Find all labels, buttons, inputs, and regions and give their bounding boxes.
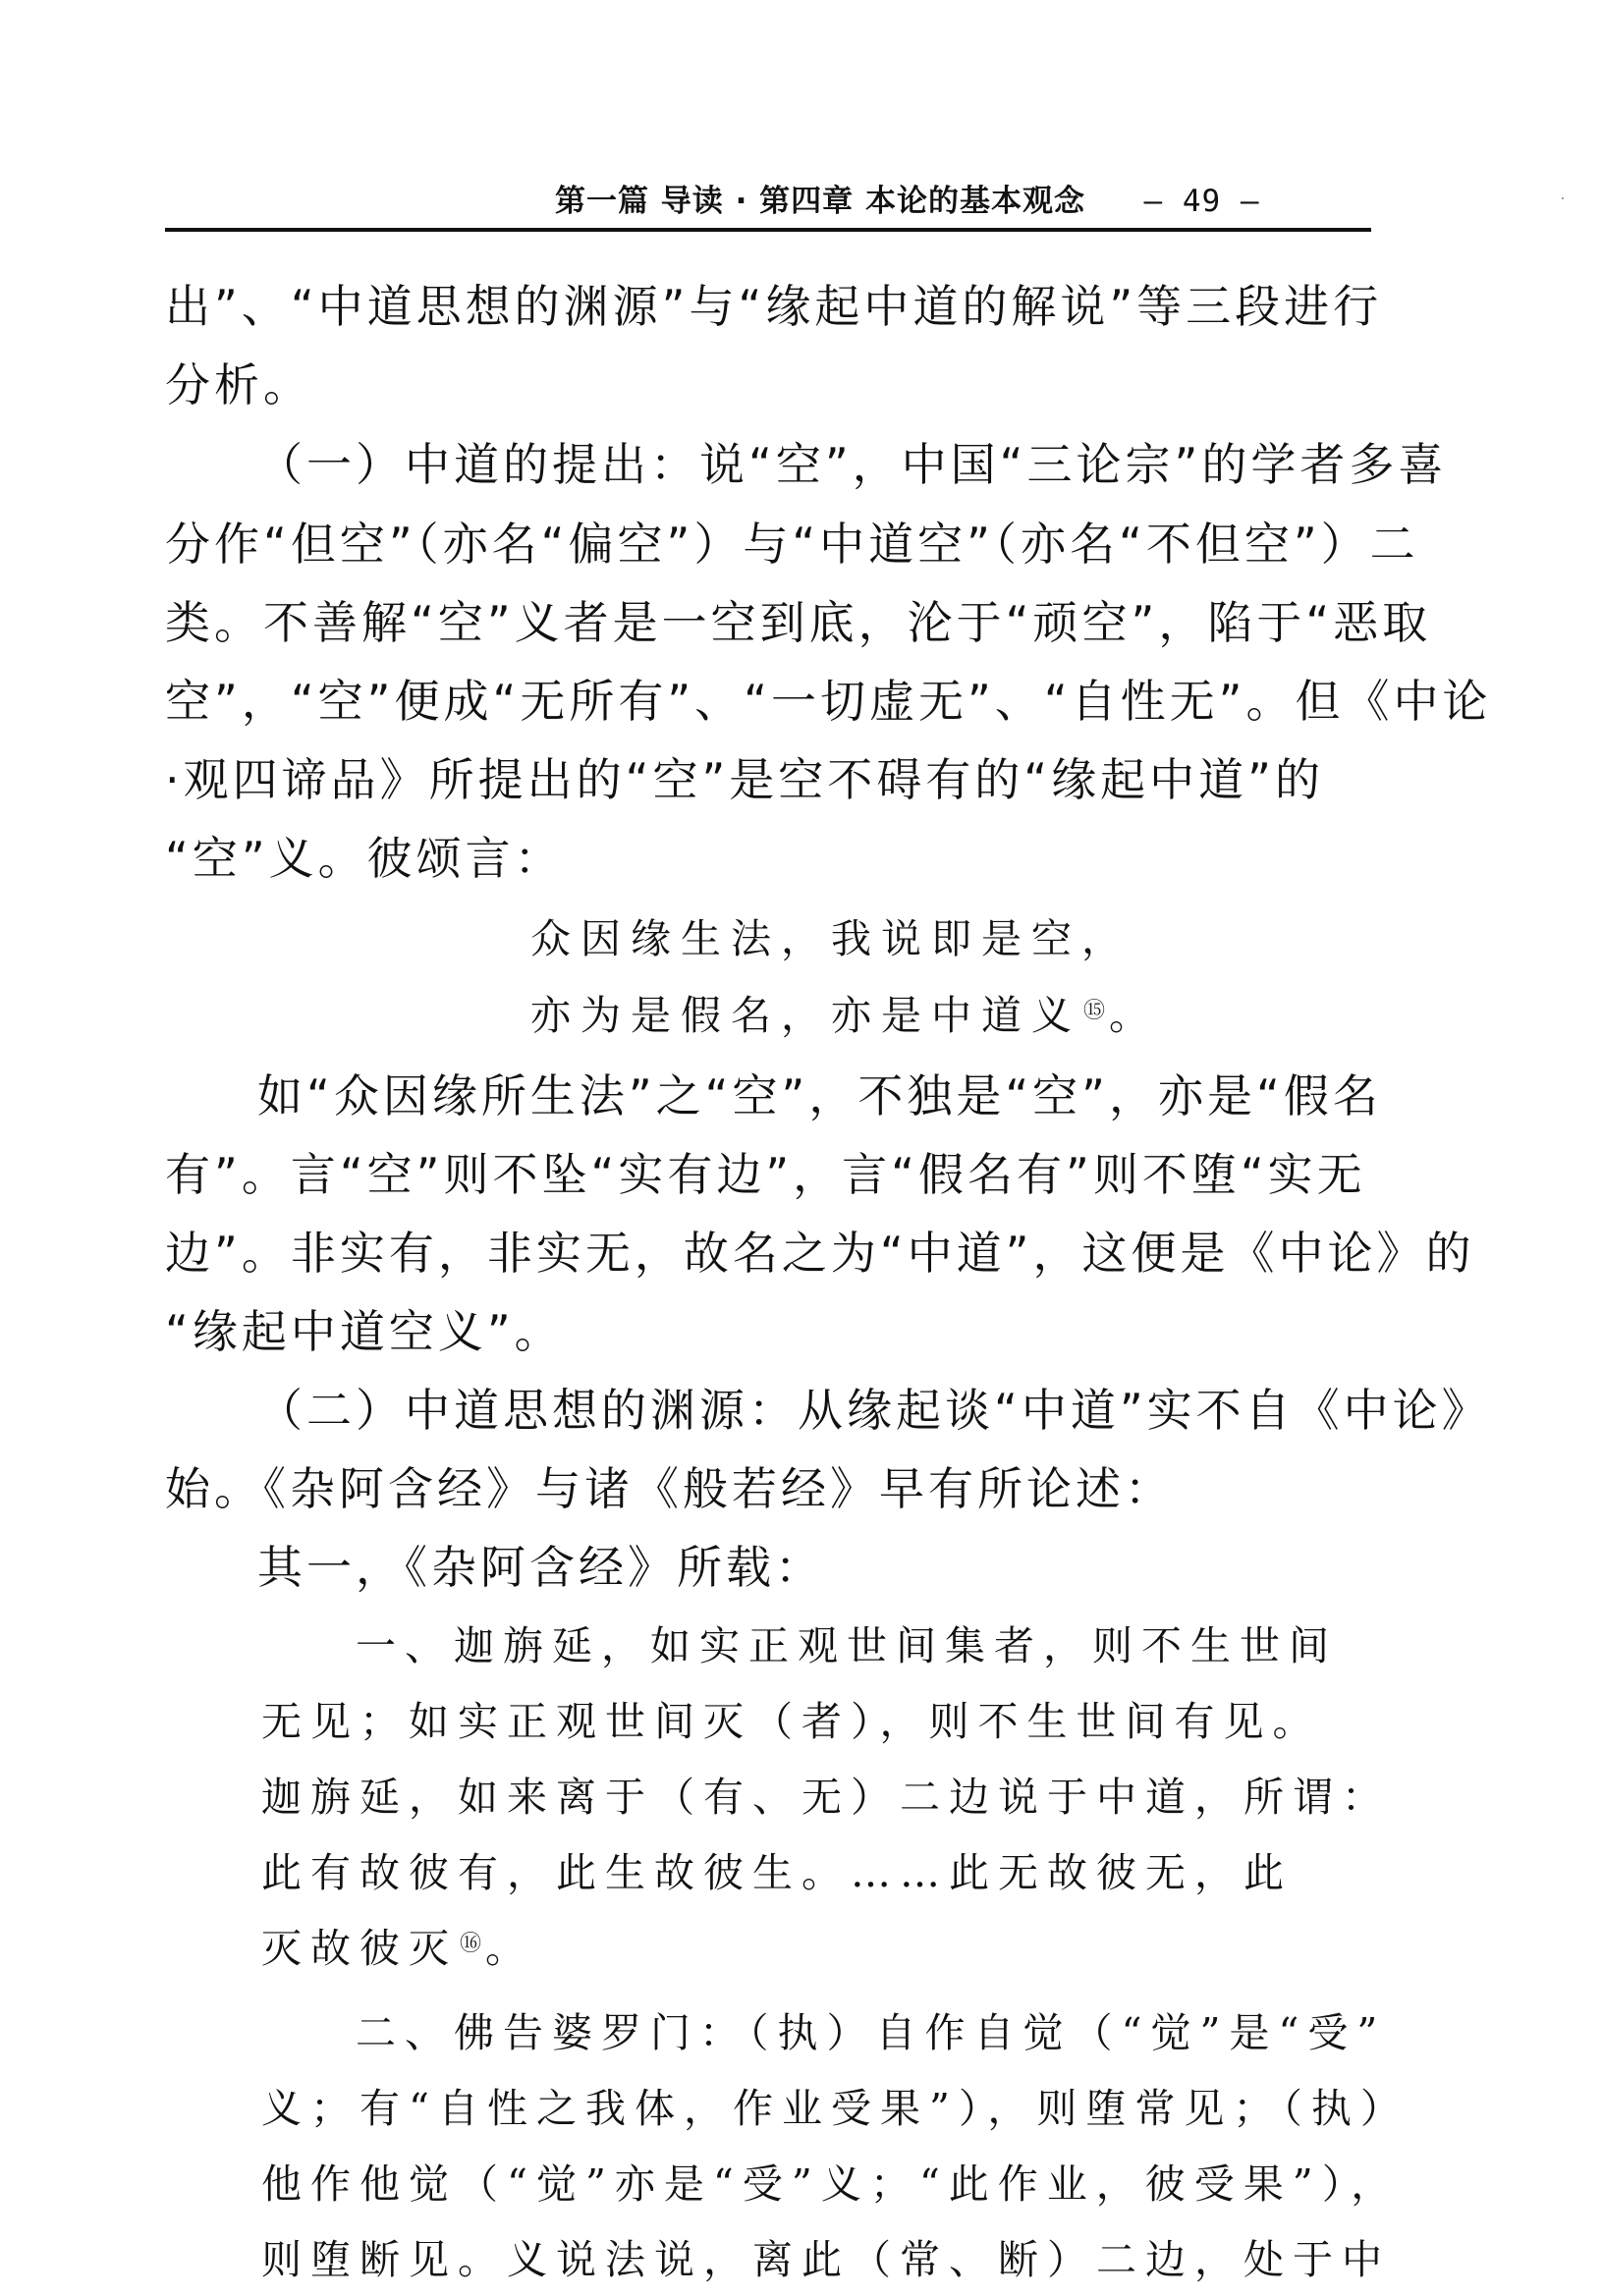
- text-line: 出”、“中道思想的渊源”与“缘起中道的解说”等三段进行: [165, 280, 1383, 333]
- quote-line: 他作他觉（“觉”亦是“受”义；“此作业，彼受果”），: [261, 2160, 1401, 2208]
- footnote-marker: ⑯: [460, 1932, 482, 1956]
- header-rule: [165, 228, 1371, 232]
- quote-end: 。: [485, 1925, 535, 1972]
- text-line: （一）中道的提出：说“空”，中国“三论宗”的学者多喜: [257, 438, 1448, 491]
- quote-line: [261, 1919, 534, 1978]
- text-line: “空”义。彼颂言：: [165, 832, 564, 885]
- text-line: ·观四谛品》所提出的“空”是空不碍有的“缘起中道”的: [165, 753, 1324, 806]
- text-line: 类。不善解“空”义者是一空到底，沦于“顽空”，陷于“恶取: [165, 596, 1432, 649]
- verse-line: [530, 986, 1159, 1045]
- verse-end: 。: [1109, 992, 1160, 1039]
- text-line: 其一，《杂阿含经》所载：: [257, 1541, 824, 1594]
- quote-line: 义；有“自性之我体，作业受果”），则堕常见；（执）: [261, 2085, 1410, 2132]
- running-header: [555, 175, 1370, 228]
- text-line: 空”，“空”便成“无所有”、“一切虚无”、“自性无”。但《中论: [165, 675, 1492, 728]
- text-line: 边”。非实有，非实无，故名之为“中道”，这便是《中论》的: [165, 1227, 1475, 1280]
- text-line: 有”。言“空”则不坠“实有边”，言“假名有”则不堕“实无: [165, 1148, 1366, 1201]
- quote-line: 此有故彼有，此生故彼生。……此无故彼无，此: [261, 1849, 1293, 1896]
- quote-line: 迦旃延，如来离于（有、无）二边说于中道，所谓：: [261, 1774, 1391, 1821]
- quote-line: 一、迦旃延，如实正观世间集者，则不生世间: [356, 1622, 1338, 1669]
- text-line: （二）中道思想的渊源：从缘起谈“中道”实不自《中论》: [257, 1384, 1491, 1437]
- quote-line: 无见；如实正观世间灭（者），则不生世间有见。: [261, 1698, 1322, 1745]
- verse-line: 众因缘生法，我说即是空，: [530, 915, 1132, 962]
- quote-text: 灭故彼灭: [261, 1925, 458, 1972]
- text-line: “缘起中道空义”。: [165, 1305, 564, 1358]
- scan-mark: ·: [1560, 189, 1566, 209]
- text-line: 始。《杂阿含经》与诸《般若经》早有所论述：: [165, 1462, 1174, 1515]
- quote-line: 二、佛告婆罗门：（执）自作自觉（“觉”是“受”: [356, 2009, 1387, 2056]
- text-line: 如“众因缘所生法”之“空”，不独是“空”，亦是“假名: [257, 1069, 1382, 1122]
- text-line: 分析。: [165, 358, 312, 411]
- page-number: — 49 —: [1143, 184, 1260, 219]
- footnote-marker: ⑮: [1083, 999, 1106, 1023]
- quote-line: 则堕断见。义说法说，离此（常、断）二边，处于中: [261, 2236, 1391, 2283]
- text-line: 分作“但空”（亦名“偏空”）与“中道空”（亦名“不但空”）二: [165, 518, 1419, 571]
- verse-text: 亦为是假名，亦是中道义: [530, 992, 1081, 1039]
- chapter-title: 第一篇 导读 · 第四章 本论的基本观念: [555, 184, 1085, 219]
